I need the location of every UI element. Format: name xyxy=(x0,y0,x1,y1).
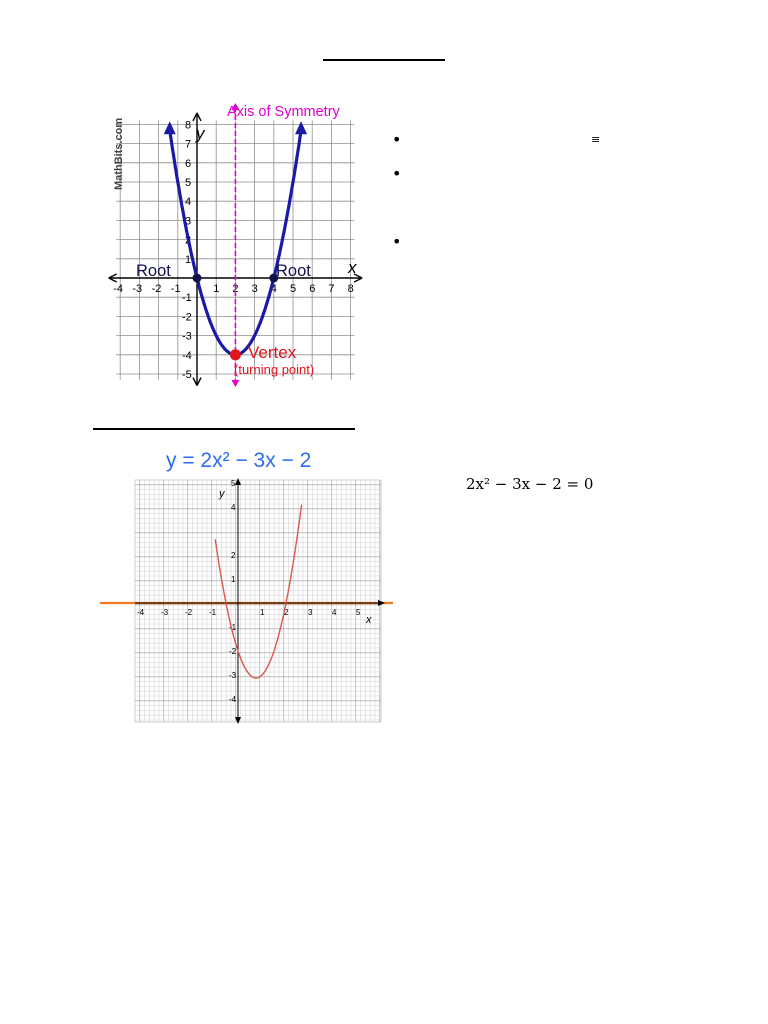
bullet: • xyxy=(392,232,402,251)
list-item xyxy=(392,130,622,149)
root-point xyxy=(193,274,202,283)
bullet: • xyxy=(392,164,402,183)
x-tick-label: 6 xyxy=(309,283,316,295)
y-tick-label: 8 xyxy=(185,119,192,132)
root-label-left: Root xyxy=(136,262,171,280)
y-tick-label: 1 xyxy=(231,575,236,584)
x-tick-label: 8 xyxy=(347,283,354,295)
x-tick-label: 5 xyxy=(290,283,297,295)
grid xyxy=(135,480,381,722)
equivalence-symbol: ≡ xyxy=(591,133,601,146)
x-tick-label: -2 xyxy=(151,283,162,295)
x-tick-label: 2 xyxy=(284,608,289,617)
y-tick-label: 4 xyxy=(185,196,192,209)
watermark: MathBits.com xyxy=(113,117,125,190)
y-tick-label: -5 xyxy=(182,369,192,381)
x-tick-label: 1 xyxy=(213,283,220,295)
vertex-sublabel: (turning point) xyxy=(234,362,315,377)
list-item xyxy=(392,232,622,251)
plot-area xyxy=(135,480,381,722)
y-tick-label: 5 xyxy=(185,177,192,189)
x-tick-label: -3 xyxy=(161,608,169,617)
y-tick-label: 2 xyxy=(231,551,236,560)
x-tick-label: 3 xyxy=(251,283,258,295)
y-axis-name: y xyxy=(219,488,225,500)
parabola-anatomy-graph xyxy=(90,95,370,390)
x-tick-label: 5 xyxy=(356,608,361,617)
y-tick-label: -1 xyxy=(182,292,192,305)
vertex-point xyxy=(230,349,241,360)
y-tick-label: -4 xyxy=(229,695,237,704)
x-tick-label: 7 xyxy=(328,283,335,295)
y-tick-label: 4 xyxy=(231,503,236,512)
x-axis-name: x xyxy=(348,258,357,277)
axis-of-symmetry-label: Axis of Symmetry xyxy=(227,104,340,120)
quadratic-graph-figure xyxy=(100,440,398,725)
list-item xyxy=(392,164,622,183)
x-tick-label: 1 xyxy=(260,608,265,617)
x-tick-label: -4 xyxy=(137,608,145,617)
x-tick-label: -4 xyxy=(113,283,123,295)
y-tick-label: -3 xyxy=(229,671,237,680)
vertex-label: Vertex xyxy=(248,343,297,362)
x-tick-label: 4 xyxy=(270,283,277,295)
curve-arrow-right xyxy=(295,121,307,134)
y-tick-label: -2 xyxy=(182,311,192,324)
y-tick-label: -4 xyxy=(182,349,192,362)
x-tick-label: 3 xyxy=(308,608,313,617)
y-tick-label: -3 xyxy=(182,330,192,343)
x-tick-label: -2 xyxy=(185,608,193,617)
y-axis-name: y xyxy=(196,124,205,143)
y-tick-label: -1 xyxy=(229,623,237,632)
quadratic-graph xyxy=(100,440,398,725)
quadratic-equation: 2x² − 3x − 2 = 0 xyxy=(466,475,594,493)
section-divider xyxy=(93,428,355,430)
y-tick-label: 1 xyxy=(185,253,192,266)
x-axis-name: x xyxy=(366,614,372,626)
x-tick-label: -3 xyxy=(132,283,143,295)
y-tick-label: 5 xyxy=(231,479,236,488)
y-tick-label: 2 xyxy=(185,234,192,247)
x-tick-label: 4 xyxy=(332,608,337,617)
x-tick-label: 2 xyxy=(232,283,239,295)
tick-labels xyxy=(113,119,354,381)
graph-title: y = 2x² − 3x − 2 xyxy=(166,449,312,472)
notes-list xyxy=(392,130,622,251)
heading-underline xyxy=(323,59,445,61)
y-tick-label: 6 xyxy=(185,157,192,170)
y-tick-label: 3 xyxy=(185,215,192,228)
x-tick-label: -1 xyxy=(170,283,181,295)
bullet: • xyxy=(392,130,402,149)
curve-arrow-left xyxy=(164,121,176,134)
y-tick-label: -2 xyxy=(229,647,237,656)
y-tick-label: 7 xyxy=(185,138,192,151)
parabola-anatomy-figure xyxy=(90,95,370,390)
root-label-right: Root xyxy=(276,262,311,280)
x-tick-label: -1 xyxy=(209,608,217,617)
